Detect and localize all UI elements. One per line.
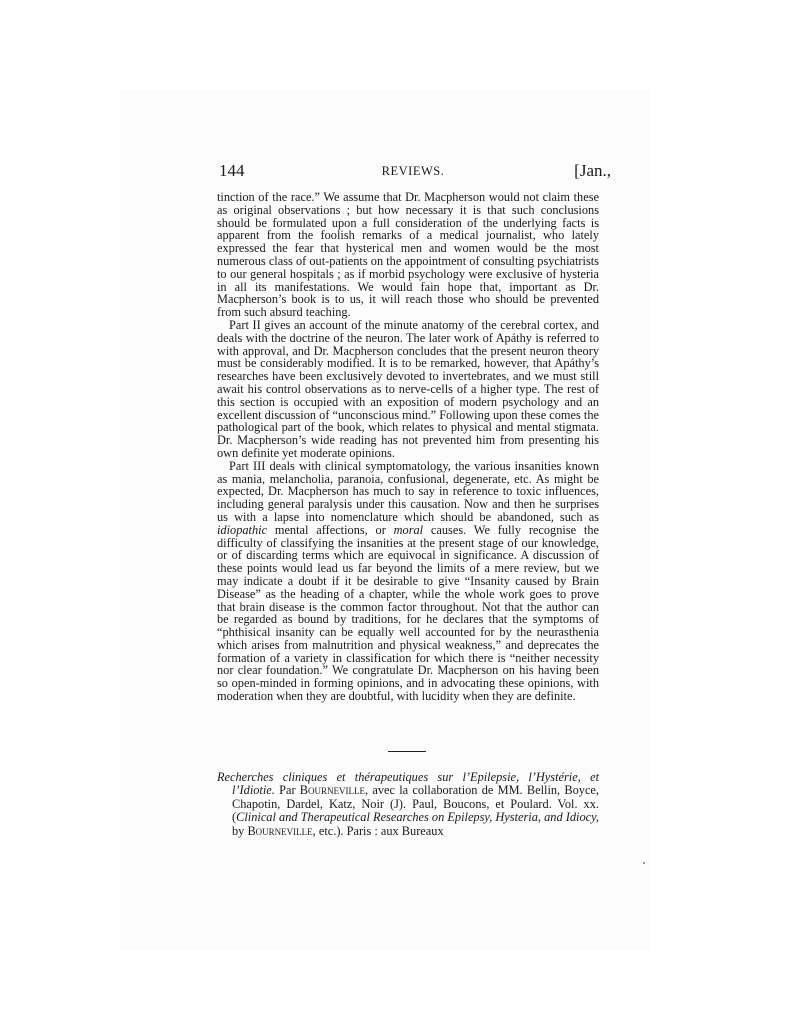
text-run: mental affections, or <box>267 522 394 537</box>
author-name: Bourneville <box>247 823 313 838</box>
text-run: , avec la collaboration de MM. Bellin, Boyce, Chapotin, Dardel, Katz, Noir (J). Paul, Boucons, et Poulard. Vol. xx. ( <box>232 783 599 825</box>
header-date: [Jan., <box>574 161 611 180</box>
text-run: , etc.). Paris : aux Bureaux <box>312 823 444 838</box>
page-number: 144 <box>219 161 245 180</box>
text-run: causes. We fully recognise the difficulty of classifying the insanities at the present stage of our knowledge, or of discarding terms which are equivocal in significance. A discussion of these points would lead us far beyond the limits of a mere review, but we may indicate a doubt if it be desirable to give “Insanity caused by Brain Disease” as the heading of a chapter, while the whole work goes to prove that brain disease is the common factor throughout. Not that the author can be regarded as bound by traditions, for he declares that the symptoms of “phthisical insanity can be equally well accounted for by the neurasthenia which arises from malnutrition and physical weakness,” and deprecates the formation of a variety in classification for which there is “neither necessity nor clear foundation.” We congratulate Dr. Macpherson on his having been so open-minded in forming opinions, and in advocating these opinions, with moderation when they are doubtful, with lucidity when they are definite. <box>217 522 599 704</box>
text-run: Part III deals with clinical symptomatology, the various insanities known as mania, melancholia, paranoia, confusional, degenerate, etc. As might be expected, Dr. Macpherson has much to say in reference to toxic influences, including general paralysis under this causation. Now and then he surprises us with a lapse into nomenclature which should be abandoned, such as <box>217 458 599 524</box>
text-run: by <box>232 823 248 838</box>
italic-text: Recherches cliniques et thérapeutiques sur l’Epilepsie, l’Hystérie, et l’Idiotie. <box>217 770 599 798</box>
review-body <box>217 191 599 703</box>
text-run: Part II gives an account of the minute anatomy of the cerebral cortex, and deals with the doctrine of the neuron. The later work of Apáthy is referred to with approval, and Dr. Macpherson concludes that the present neuron theory must be considerably modified. It is to be remarked, however, that Apáthy’s researches have been exclusively devoted to invertebrates, and we must still await his control observations as to nerve-cells of a higher type. The rest of this section is occupied with an exposition of modern psychology and an excellent discussion of “unconscious mind.” Following upon these comes the pathological part of the book, which relates to physical and mental stigmata. Dr. Macpherson’s wide reading has not prevented him from presenting his own definite yet moderate opinions. <box>217 317 599 460</box>
paragraph <box>217 191 599 319</box>
author-name: Bourneville <box>299 783 366 798</box>
italic-text: idiopathic <box>217 522 268 537</box>
running-title: REVIEWS. <box>381 164 445 178</box>
text-run: Par <box>274 783 300 798</box>
scan-speck <box>643 862 645 864</box>
italic-text: moral <box>393 522 424 537</box>
paragraph <box>217 460 599 703</box>
page-header <box>215 161 611 187</box>
section-divider <box>388 751 426 752</box>
next-review-citation <box>217 771 599 838</box>
paragraph <box>217 319 599 460</box>
citation-entry <box>217 771 599 838</box>
italic-text: Clinical and Therapeutical Researches on Epilepsy, Hysteria, and Idiocy, <box>236 810 599 825</box>
text-run: tinction of the race.” We assume that Dr. Macpherson would not claim these as original observations ; but how necessary it is that such conclusions should be formulated upon a full consideration of the underlying facts is apparent from the foolish remarks of a medical journalist, who lately expressed the fear that hysterical men and women would be the most numerous class of out-patients on the appointment of consulting psychiatrists to our general hospitals ; as if morbid psychology were exclusive of hysteria in all its manifestations. We would fain hope that, important as Dr. Macpherson’s book is to us, it will reach those who should be prevented from such absurd teaching. <box>217 190 599 320</box>
